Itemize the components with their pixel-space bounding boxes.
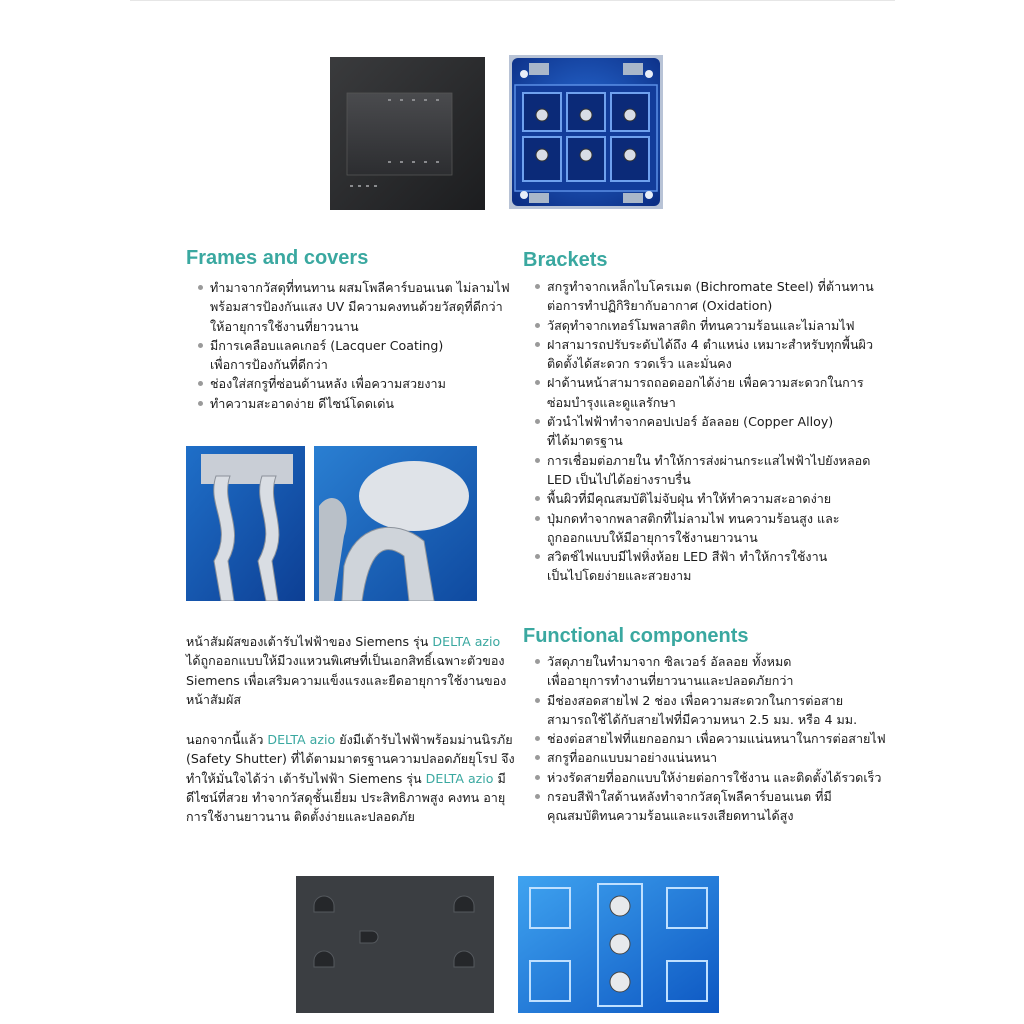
list-item: วัสดุภายในทำมาจาก ซิลเวอร์ อัลลอย ทั้งหมด เพื่ออายุการทำงานที่ยาวนานและปลอดภัยกว่า xyxy=(533,652,886,691)
product-name: DELTA azio xyxy=(432,634,501,649)
list-item: ห่วงรัดสายที่ออกแบบให้ง่ายต่อการใช้งาน และติดตั้งได้รวดเร็ว xyxy=(533,768,886,787)
list-item: ตัวนำไฟฟ้าทำจากคอปเปอร์ อัลลอย (Copper Alloy) ที่ได้มาตรฐาน xyxy=(533,412,874,451)
list-item: วัสดุทำจากเทอร์โมพลาสติก ที่ทนความร้อนและไม่ลามไฟ xyxy=(533,316,874,335)
list-item: ช่องต่อสายไฟที่แยกออกมา เพื่อความแน่นหนาในการต่อสายไฟ xyxy=(533,729,886,748)
contact-closeup-2 xyxy=(314,446,477,601)
heading-functional-components: Functional components xyxy=(523,625,749,647)
list-item: มีช่องสอดสายไฟ 2 ช่อง เพื่อความสะดวกในการต่อสาย สามารถใช้ได้กับสายไฟที่มีความหนา 2.5 มม. หรือ 4 มม. xyxy=(533,691,886,730)
safety-shutter-paragraph: นอกจากนี้แล้ว DELTA azio ยังมีเต้ารับไฟฟ้าพร้อมม่านนิรภัย (Safety Shutter) ที่ได้ตามมาตรฐานความปลอดภัยยุโรป จึง ทำให้มั่นใจได้ว่า เต้ารับไฟฟ้า Siemens รุ่น DELTA azio มี ดีไซน์ที่สวย ทำจากวัสดุชั้นเยี่ยม ประสิทธิภาพสูง คงทน อายุ การใช้งานยาวนาน ติดตั้งง่ายและปลอดภัย xyxy=(186,732,515,825)
list-item: ปุ่มกดทำจากพลาสติกที่ไม่ลามไฟ ทนความร้อนสูง และ ถูกออกแบบให้มีอายุการใช้งานยาวนาน xyxy=(533,509,874,548)
list-item: ฝาด้านหน้าสามารถถอดออกได้ง่าย เพื่อความสะดวกในการ ซ่อมบำรุงและดูแลรักษา xyxy=(533,373,874,412)
list-item: กรอบสีฟ้าใสด้านหลังทำจากวัสดุโพลีคาร์บอนเนต ที่มี คุณสมบัติทนความร้อนและแรงเสียดทานได้สูง xyxy=(533,787,886,826)
product-name: DELTA azio xyxy=(267,732,336,747)
list-item: มีการเคลือบแลคเกอร์ (Lacquer Coating) เพื่อการป้องกันที่ดีกว่า xyxy=(196,336,510,375)
list-item: ทำความสะอาดง่าย ดีไซน์โดดเด่น xyxy=(196,394,510,413)
switch-cover-photo xyxy=(330,57,485,210)
top-rule xyxy=(130,0,895,1)
list-item: ทำมาจากวัสดุที่ทนทาน ผสมโพลีคาร์บอนเนต ไม่ลามไฟ พร้อมสารป้องกันแสง UV มีความคงทนด้วยวัสดุที่ดีกว่า ให้อายุการใช้งานที่ยาวนาน xyxy=(196,278,510,336)
brackets-feature-list xyxy=(533,277,874,586)
heading-brackets: Brackets xyxy=(523,249,608,271)
contact-ring-paragraph: หน้าสัมผัสของเต้ารับไฟฟ้าของ Siemens รุ่น DELTA azio ได้ถูกออกแบบให้มีวงแหวนพิเศษที่เป็นเอกสิทธิ์เฉพาะตัวของ Siemens เพื่อเสริมความแข็งแรงและยืดอายุการใช้งานของ หน้าสัมผัส xyxy=(186,634,507,707)
heading-frames-and-covers: Frames and covers xyxy=(186,247,369,269)
product-name: DELTA azio xyxy=(425,770,494,786)
bracket-back-photo xyxy=(509,55,663,209)
frames-feature-list xyxy=(196,278,510,413)
socket-back-photo xyxy=(518,876,719,1013)
list-item: สวิตช์ไฟแบบมีไฟหิ่งห้อย LED สีฟ้า ทำให้การใช้งาน เป็นไปโดยง่ายและสวยงาม xyxy=(533,547,874,586)
list-item: ช่องใส่สกรูที่ซ่อนด้านหลัง เพื่อความสวยงาม xyxy=(196,374,510,393)
list-item: สกรูที่ออกแบบมาอย่างแน่นหนา xyxy=(533,748,886,767)
list-item: สกรูทำจากเหล็กไบโครเมต (Bichromate Steel) ที่ต้านทาน ต่อการทำปฏิกิริยากับอากาศ (Oxidation) xyxy=(533,277,874,316)
list-item: การเชื่อมต่อภายใน ทำให้การส่งผ่านกระแสไฟฟ้าไปยังหลอด LED เป็นไปได้อย่างราบรื่น xyxy=(533,451,874,490)
list-item: พื้นผิวที่มีคุณสมบัติไม่จับฝุ่น ทำให้ทำความสะอาดง่าย xyxy=(533,489,874,508)
functional-feature-list xyxy=(533,652,886,826)
list-item: ฝาสามารถปรับระดับได้ถึง 4 ตำแหน่ง เหมาะสำหรับทุกพื้นผิว ติดตั้งได้สะดวก รวดเร็ว และมั่นคง xyxy=(533,335,874,374)
contact-closeup-1 xyxy=(186,446,305,601)
socket-face-photo xyxy=(296,876,494,1013)
